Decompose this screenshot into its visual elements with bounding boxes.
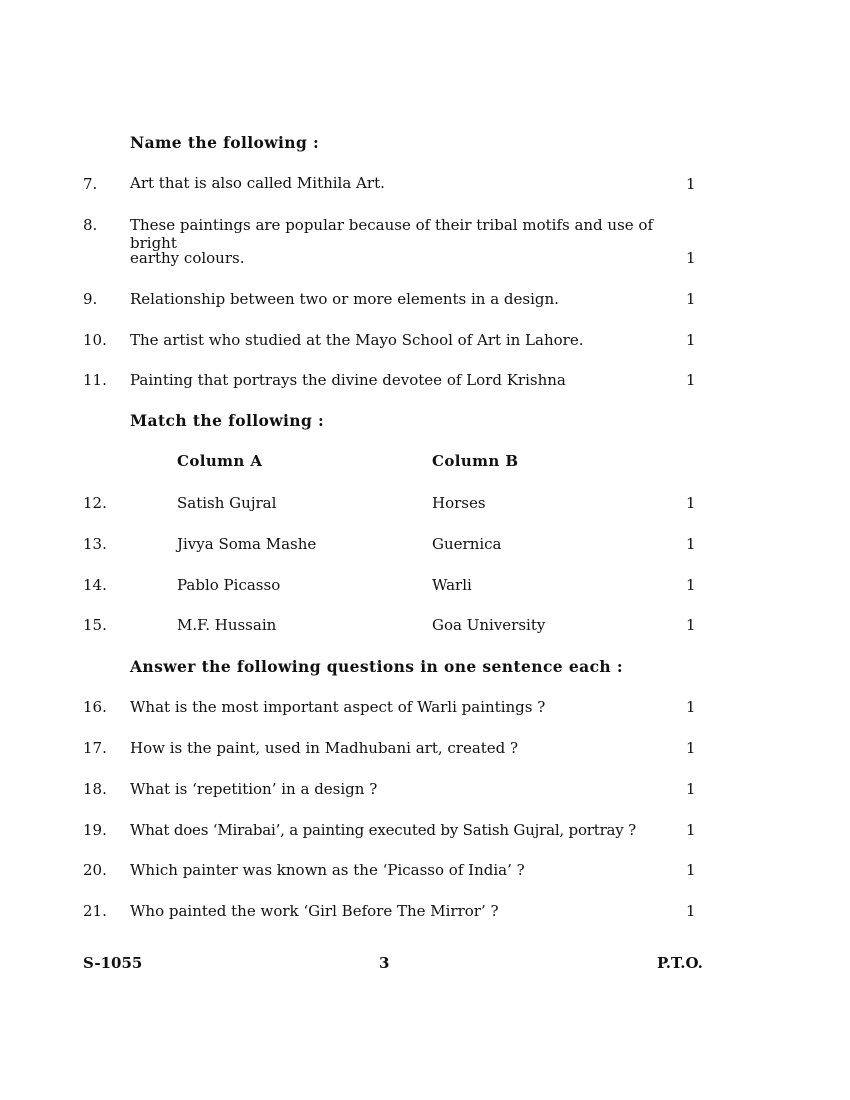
question-number: 21.	[83, 902, 107, 920]
page-number: 3	[379, 954, 390, 972]
paper-code: S-1055	[83, 954, 143, 972]
question-marks: 1	[686, 331, 696, 349]
question-marks: 1	[686, 698, 696, 716]
question-number: 13.	[83, 535, 107, 553]
section-heading-answer: Answer the following questions in one sentence each :	[130, 657, 623, 676]
question-number: 11.	[83, 371, 107, 389]
column-b-item: Goa University	[432, 616, 546, 634]
question-text: Which painter was known as the ‘Picasso of India’ ?	[130, 861, 525, 879]
section-heading-name: Name the following :	[130, 133, 320, 152]
question-text: The artist who studied at the Mayo School of Art in Lahore.	[130, 331, 584, 349]
question-marks: 1	[686, 821, 696, 839]
question-text: What is ‘repetition’ in a design ?	[130, 780, 378, 798]
question-text: Art that is also called Mithila Art.	[130, 174, 385, 192]
question-marks: 1	[686, 290, 696, 308]
question-marks: 1	[686, 780, 696, 798]
column-b-header: Column B	[432, 452, 519, 470]
question-text: How is the paint, used in Madhubani art, created ?	[130, 739, 519, 757]
question-number: 20.	[83, 861, 107, 879]
question-number: 18.	[83, 780, 107, 798]
question-marks: 1	[686, 494, 696, 512]
question-text: Who painted the work ‘Girl Before The Mirror’ ?	[130, 902, 499, 920]
question-marks: 1	[686, 902, 696, 920]
question-marks: 1	[686, 175, 696, 193]
question-text: These paintings are popular because of their tribal motifs and use of bright	[130, 216, 654, 252]
question-number: 12.	[83, 494, 107, 512]
question-marks: 1	[686, 616, 696, 634]
column-a-item: M.F. Hussain	[177, 616, 277, 634]
column-b-item: Horses	[432, 494, 486, 512]
question-number: 15.	[83, 616, 107, 634]
question-text: What is the most important aspect of Warli paintings ?	[130, 698, 546, 716]
section-heading-match: Match the following :	[130, 411, 325, 430]
question-number: 9.	[83, 290, 98, 308]
question-number: 8.	[83, 216, 98, 234]
question-text: Painting that portrays the divine devotee of Lord Krishna	[130, 371, 566, 389]
column-b-item: Warli	[432, 576, 472, 594]
column-a-header: Column A	[177, 452, 263, 470]
pto-label: P.T.O.	[657, 954, 703, 972]
column-a-item: Pablo Picasso	[177, 576, 281, 594]
question-text-continued: earthy colours.	[130, 249, 245, 267]
question-marks: 1	[686, 861, 696, 879]
question-marks: 1	[686, 249, 696, 267]
question-number: 16.	[83, 698, 107, 716]
column-a-item: Jivya Soma Mashe	[177, 535, 317, 553]
column-b-item: Guernica	[432, 535, 502, 553]
question-number: 10.	[83, 331, 107, 349]
question-marks: 1	[686, 535, 696, 553]
question-number: 19.	[83, 821, 107, 839]
question-marks: 1	[686, 371, 696, 389]
column-a-item: Satish Gujral	[177, 494, 277, 512]
question-number: 14.	[83, 576, 107, 594]
question-number: 7.	[83, 175, 98, 193]
question-text: Relationship between two or more elements in a design.	[130, 290, 559, 308]
question-marks: 1	[686, 576, 696, 594]
question-number: 17.	[83, 739, 107, 757]
question-marks: 1	[686, 739, 696, 757]
question-text: What does ‘Mirabai’, a painting executed by Satish Gujral, portray ?	[130, 821, 636, 839]
